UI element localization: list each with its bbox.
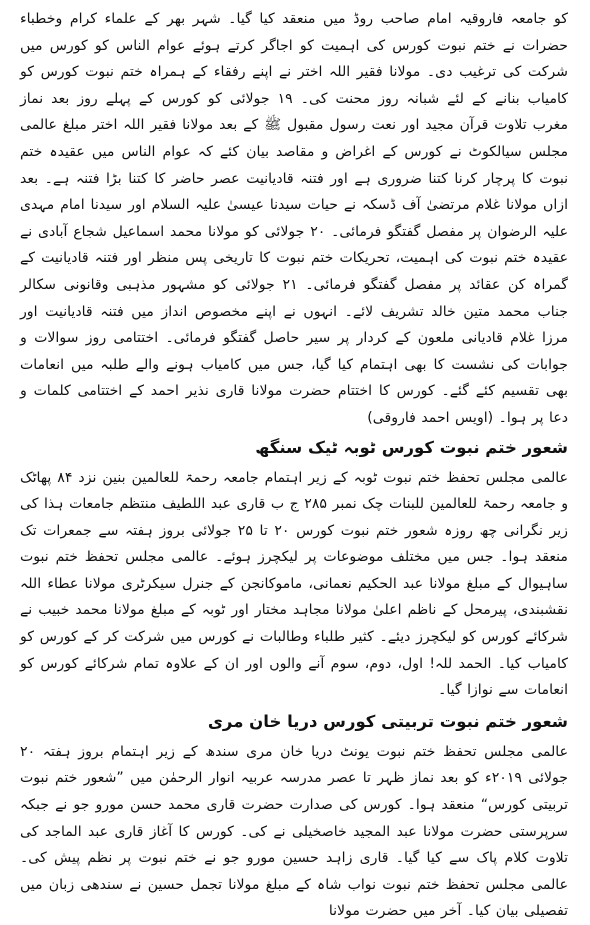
article-paragraph: عالمی مجلس تحفظ ختم نبوت یونٹ دریا خان مری سندھ کے زیر اہتمام بروز ہفتہ ۲۰ جولائی ۲۰۱۹ء کو بعد نماز ظہر تا عصر مدرسہ عربیہ انوار الرحمٰن میں ”شعور ختم نبوت تربیتی کورس“ منعقد ہوا۔ کورس کی صدارت حضرت قاری محمد حسن مورو جو نے جبکہ سرپرستی حضرت مولانا عبد المجید خاصخیلی نے کی۔ کورس کا آغاز قاری عبد الماجد کی تلاوت کلام پاک سے کیا گیا۔ قاری زاہد حسین مورو جو نے ختم نبوت پر نظم پیش کی۔ عالمی مجلس تحفظ ختم نبوت نواب شاہ کے مبلغ مولانا تجمل حسین نے سندھی زبان میں تفصیلی بیان کیا۔ آخر میں حضرت مولانا — [20, 743, 568, 920]
article-paragraph: کو جامعہ فاروقیہ امام صاحب روڈ میں منعقد کیا گیا۔ شہر بھر کے علماء کرام وخطباء حضرات نے ختم نبوت کورس کی اہمیت کو اجاگر کرتے ہوئے عوام الناس کو کورس میں شرکت کی ترغیب دی۔ مولانا فقیر اللہ اختر نے اپنے رفقاء کے ہمراہ ختم نبوت کورس کو کامیاب بنانے کے لئے شبانہ روز محنت کی۔ ۱۹ جولائی کو کورس کے پہلے روز بعد نماز مغرب تلاوت قرآن مجید اور نعت رسول مقبول ﷺ کے بعد مولانا فقیر اللہ اختر مبلغ عالمی مجلس سیالکوٹ نے کورس کے اغراض و مقاصد بیان کئے کہ عوام الناس میں عقیدہ ختم نبوت کا پرچار کرنا کتنا ضروری ہے اور فتنہ قادیانیت عصر حاضر کا کتنا بڑا فتنہ ہے۔ بعد ازاں مولانا غلام مرتضیٰ آف ڈسکہ نے حیات سیدنا عیسیٰ علیہ السلام اور سیدنا امام مہدی علیہ الرضوان پر مفصل گفتگو فرمائی۔ ۲۰ جولائی کو مولانا محمد اسماعیل شجاع آبادی نے عقیدہ ختم نبوت کی اہمیت، تحریکات ختم نبوت کا تاریخی پس منظر اور فتنہ قادیانیت کے گمراہ کن عقائد پر مفصل گفتگو فرمائی۔ ۲۱ جولائی کو مشہور مذہبی وقانونی سکالر جناب محمد متین خالد تشریف لائے۔ انہوں نے اپنے مخصوص انداز میں فتنہ قادیانیت اور مرزا غلام قادیانی ملعون کے کردار پر سیر حاصل گفتگو فرمائی۔ اختتامی روز سوالات و جوابات کی نشست کا بھی اہتمام کیا گیا، جس میں کامیاب ہونے والے طلبہ میں انعامات بھی تقسیم کئے گئے۔ کورس کا اختتام حضرت مولانا قاری نذیر احمد کے اختتامی کلمات و دعا پر ہوا۔ (اویس احمد فاروقی) — [20, 11, 568, 426]
article-paragraph: عالمی مجلس تحفظ ختم نبوت ٹوبہ کے زیر اہتمام جامعہ رحمۃ للعالمین بنین نزد ۸۴ پھاٹک و جامعہ رحمۃ للعالمین للبنات چک نمبر ۲۸۵ ج ب قاری عبد اللطیف منتظم جامعات ہذا کی زیر نگرانی چھ روزہ شعور ختم نبوت کورس ۲۰ تا ۲۵ جولائی بروز ہفتہ سے جمعرات تک منعقد ہوا۔ جس میں مختلف موضوعات پر لیکچرز ہوئے۔ عالمی مجلس تحفظ ختم نبوت ساہیوال کے مبلغ مولانا عبد الحکیم نعمانی، ماموکانجن کے جنرل سیکرٹری مولانا عطاء اللہ نقشبندی، پیرمحل کے ناظم اعلیٰ مولانا مجاہد مختار اور ٹوبہ کے مبلغ مولانا محمد خبیب نے شرکائے کورس کو لیکچرز دیئے۔ کثیر طلباء وطالبات نے کورس میں شرکت کر کے کورس کو کامیاب کیا۔ الحمد للہ! اول، دوم، سوم آنے والوں اور ان کے علاوہ تمام شرکائے کورس کو انعامات سے نوازا گیا۔ — [20, 469, 568, 699]
section-heading: شعور ختم نبوت کورس ٹوبہ ٹیک سنگھ — [255, 437, 568, 457]
section-heading: شعور ختم نبوت تربیتی کورس دریا خان مری — [207, 711, 568, 731]
